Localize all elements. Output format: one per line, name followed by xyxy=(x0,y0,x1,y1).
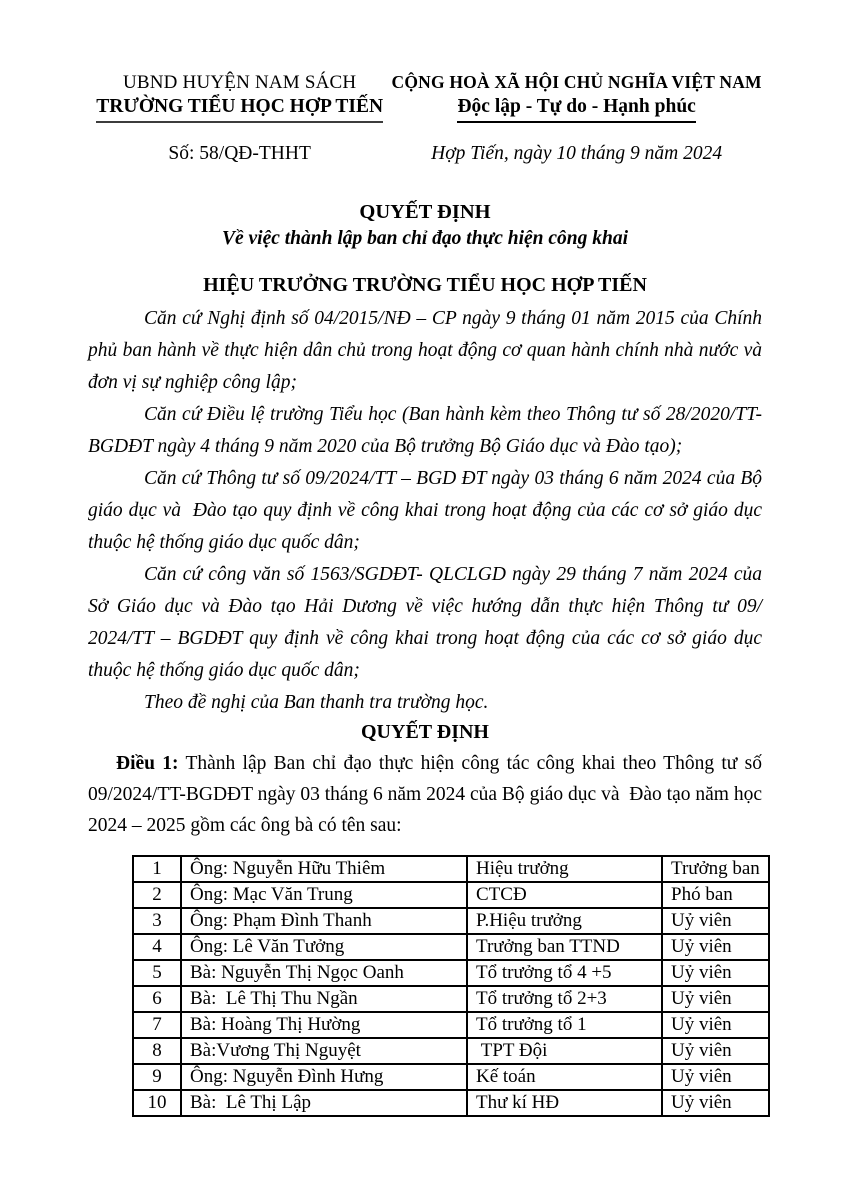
issuing-org-name-text: TRƯỜNG TIỂU HỌC HỢP TIẾN xyxy=(96,96,383,123)
decision-heading: QUYẾT ĐỊNH xyxy=(361,721,489,743)
national-motto-text: Độc lập - Tự do - Hạnh phúc xyxy=(457,96,695,123)
cell-name: Bà:Vương Thị Nguyệt xyxy=(181,1038,467,1064)
table-row xyxy=(133,934,769,960)
cell-no: 4 xyxy=(133,934,181,960)
cell-position: Thư kí HĐ xyxy=(467,1090,662,1116)
article-1-label: Điều 1: xyxy=(116,753,179,774)
table-row xyxy=(133,960,769,986)
cell-position: Hiệu trưởng xyxy=(467,856,662,882)
cell-role: Uỷ viên xyxy=(662,1038,769,1064)
cell-no: 9 xyxy=(133,1064,181,1090)
cell-position: Tổ trưởng tổ 4 +5 xyxy=(467,960,662,986)
cell-name: Ông: Mạc Văn Trung xyxy=(181,882,467,908)
cell-position: Tổ trưởng tổ 2+3 xyxy=(467,986,662,1012)
cell-role: Uỷ viên xyxy=(662,1090,769,1116)
cell-role: Uỷ viên xyxy=(662,1012,769,1038)
article-1-text: Thành lập Ban chỉ đạo thực hiện công tác công khai theo Thông tư số 09/2024/TT-BGDĐT ngày 03 tháng 6 năm 2024 của Bộ giáo dục và Đào tạo năm học 2024 – 2025 gồm các ông bà có tên sau: xyxy=(88,753,767,836)
cell-position: CTCĐ xyxy=(467,882,662,908)
cell-role: Trưởng ban xyxy=(662,856,769,882)
cell-position: Kế toán xyxy=(467,1064,662,1090)
steering-committee-table xyxy=(132,855,770,1117)
cell-role: Phó ban xyxy=(662,882,769,908)
cell-role: Uỷ viên xyxy=(662,934,769,960)
document-meta-row xyxy=(88,143,762,165)
table-row xyxy=(133,1064,769,1090)
table-row xyxy=(133,1090,769,1116)
national-title: CỘNG HOÀ XÃ HỘI CHỦ NGHĨA VIỆT NAM xyxy=(391,72,762,92)
cell-role: Uỷ viên xyxy=(662,986,769,1012)
cell-name: Bà: Nguyễn Thị Ngọc Oanh xyxy=(181,960,467,986)
cell-no: 3 xyxy=(133,908,181,934)
table-row xyxy=(133,986,769,1012)
cell-role: Uỷ viên xyxy=(662,1064,769,1090)
table-row xyxy=(133,1038,769,1064)
preamble-paragraph: Căn cứ công văn số 1563/SGDĐT- QLCLGD ngày 29 tháng 7 năm 2024 của Sở Giáo dục và Đào tạo Hải Dương về việc hướng dẫn thực hiện Thông tư 09/ 2024/TT – BGDĐT quy định về công khai trong hoạt động của các cơ sở giáo dục thuộc hệ thống giáo dục quốc dân; xyxy=(88,564,767,681)
preamble-paragraph: Theo đề nghị của Ban thanh tra trường học. xyxy=(144,692,489,713)
table-row xyxy=(133,882,769,908)
cell-name: Ông: Nguyễn Đình Hưng xyxy=(181,1064,467,1090)
cell-no: 7 xyxy=(133,1012,181,1038)
issuing-org-parent: UBND HUYỆN NAM SÁCH xyxy=(122,72,357,93)
document-number: Số: 58/QĐ-THHT xyxy=(168,143,311,164)
cell-no: 5 xyxy=(133,960,181,986)
cell-name: Bà: Lê Thị Thu Ngần xyxy=(181,986,467,1012)
cell-position: Tổ trưởng tổ 1 xyxy=(467,1012,662,1038)
article-1 xyxy=(88,748,767,841)
issuer-title: HIỆU TRƯỞNG TRƯỜNG TIỂU HỌC HỢP TIẾN xyxy=(203,274,647,296)
preamble-paragraph: Căn cứ Thông tư số 09/2024/TT – BGD ĐT ngày 03 tháng 6 năm 2024 của Bộ giáo dục và Đào tạo quy định về công khai trong hoạt động của các cơ sở giáo dục thuộc hệ thống giáo dục quốc dân; xyxy=(88,468,767,553)
cell-name: Bà: Hoàng Thị Hường xyxy=(181,1012,467,1038)
table-row xyxy=(133,908,769,934)
cell-role: Uỷ viên xyxy=(662,960,769,986)
national-motto xyxy=(391,96,762,123)
cell-no: 8 xyxy=(133,1038,181,1064)
place-date-line: Hợp Tiến, ngày 10 tháng 9 năm 2024 xyxy=(431,143,723,164)
cell-no: 2 xyxy=(133,882,181,908)
cell-name: Ông: Phạm Đình Thanh xyxy=(181,908,467,934)
table-row xyxy=(133,1012,769,1038)
preamble-paragraph: Căn cứ Điều lệ trường Tiểu học (Ban hành kèm theo Thông tư số 28/2020/TT-BGDĐT ngày 4 tháng 9 năm 2020 của Bộ trưởng Bộ Giáo dục và Đào tạo); xyxy=(88,404,762,457)
document-header xyxy=(88,72,762,123)
cell-no: 6 xyxy=(133,986,181,1012)
cell-no: 10 xyxy=(133,1090,181,1116)
cell-position: TPT Đội xyxy=(467,1038,662,1064)
cell-role: Uỷ viên xyxy=(662,908,769,934)
document-title: QUYẾT ĐỊNH xyxy=(359,201,491,223)
cell-name: Bà: Lê Thị Lập xyxy=(181,1090,467,1116)
preamble-paragraph: Căn cứ Nghị định số 04/2015/NĐ – CP ngày 9 tháng 01 năm 2015 của Chính phủ ban hành về thực hiện dân chủ trong hoạt động cơ quan hành chính nhà nước và đơn vị sự nghiệp công lập; xyxy=(88,308,767,393)
issuing-org-block xyxy=(88,72,391,123)
cell-name: Ông: Lê Văn Tưởng xyxy=(181,934,467,960)
cell-position: Trưởng ban TTND xyxy=(467,934,662,960)
preamble-section xyxy=(88,303,767,719)
issuing-org-name xyxy=(88,96,391,123)
cell-name: Ông: Nguyễn Hữu Thiêm xyxy=(181,856,467,882)
document-subtitle: Về việc thành lập ban chỉ đạo thực hiện công khai xyxy=(221,228,629,249)
national-motto-block xyxy=(391,72,762,123)
table-row xyxy=(133,856,769,882)
cell-position: P.Hiệu trưởng xyxy=(467,908,662,934)
cell-no: 1 xyxy=(133,856,181,882)
